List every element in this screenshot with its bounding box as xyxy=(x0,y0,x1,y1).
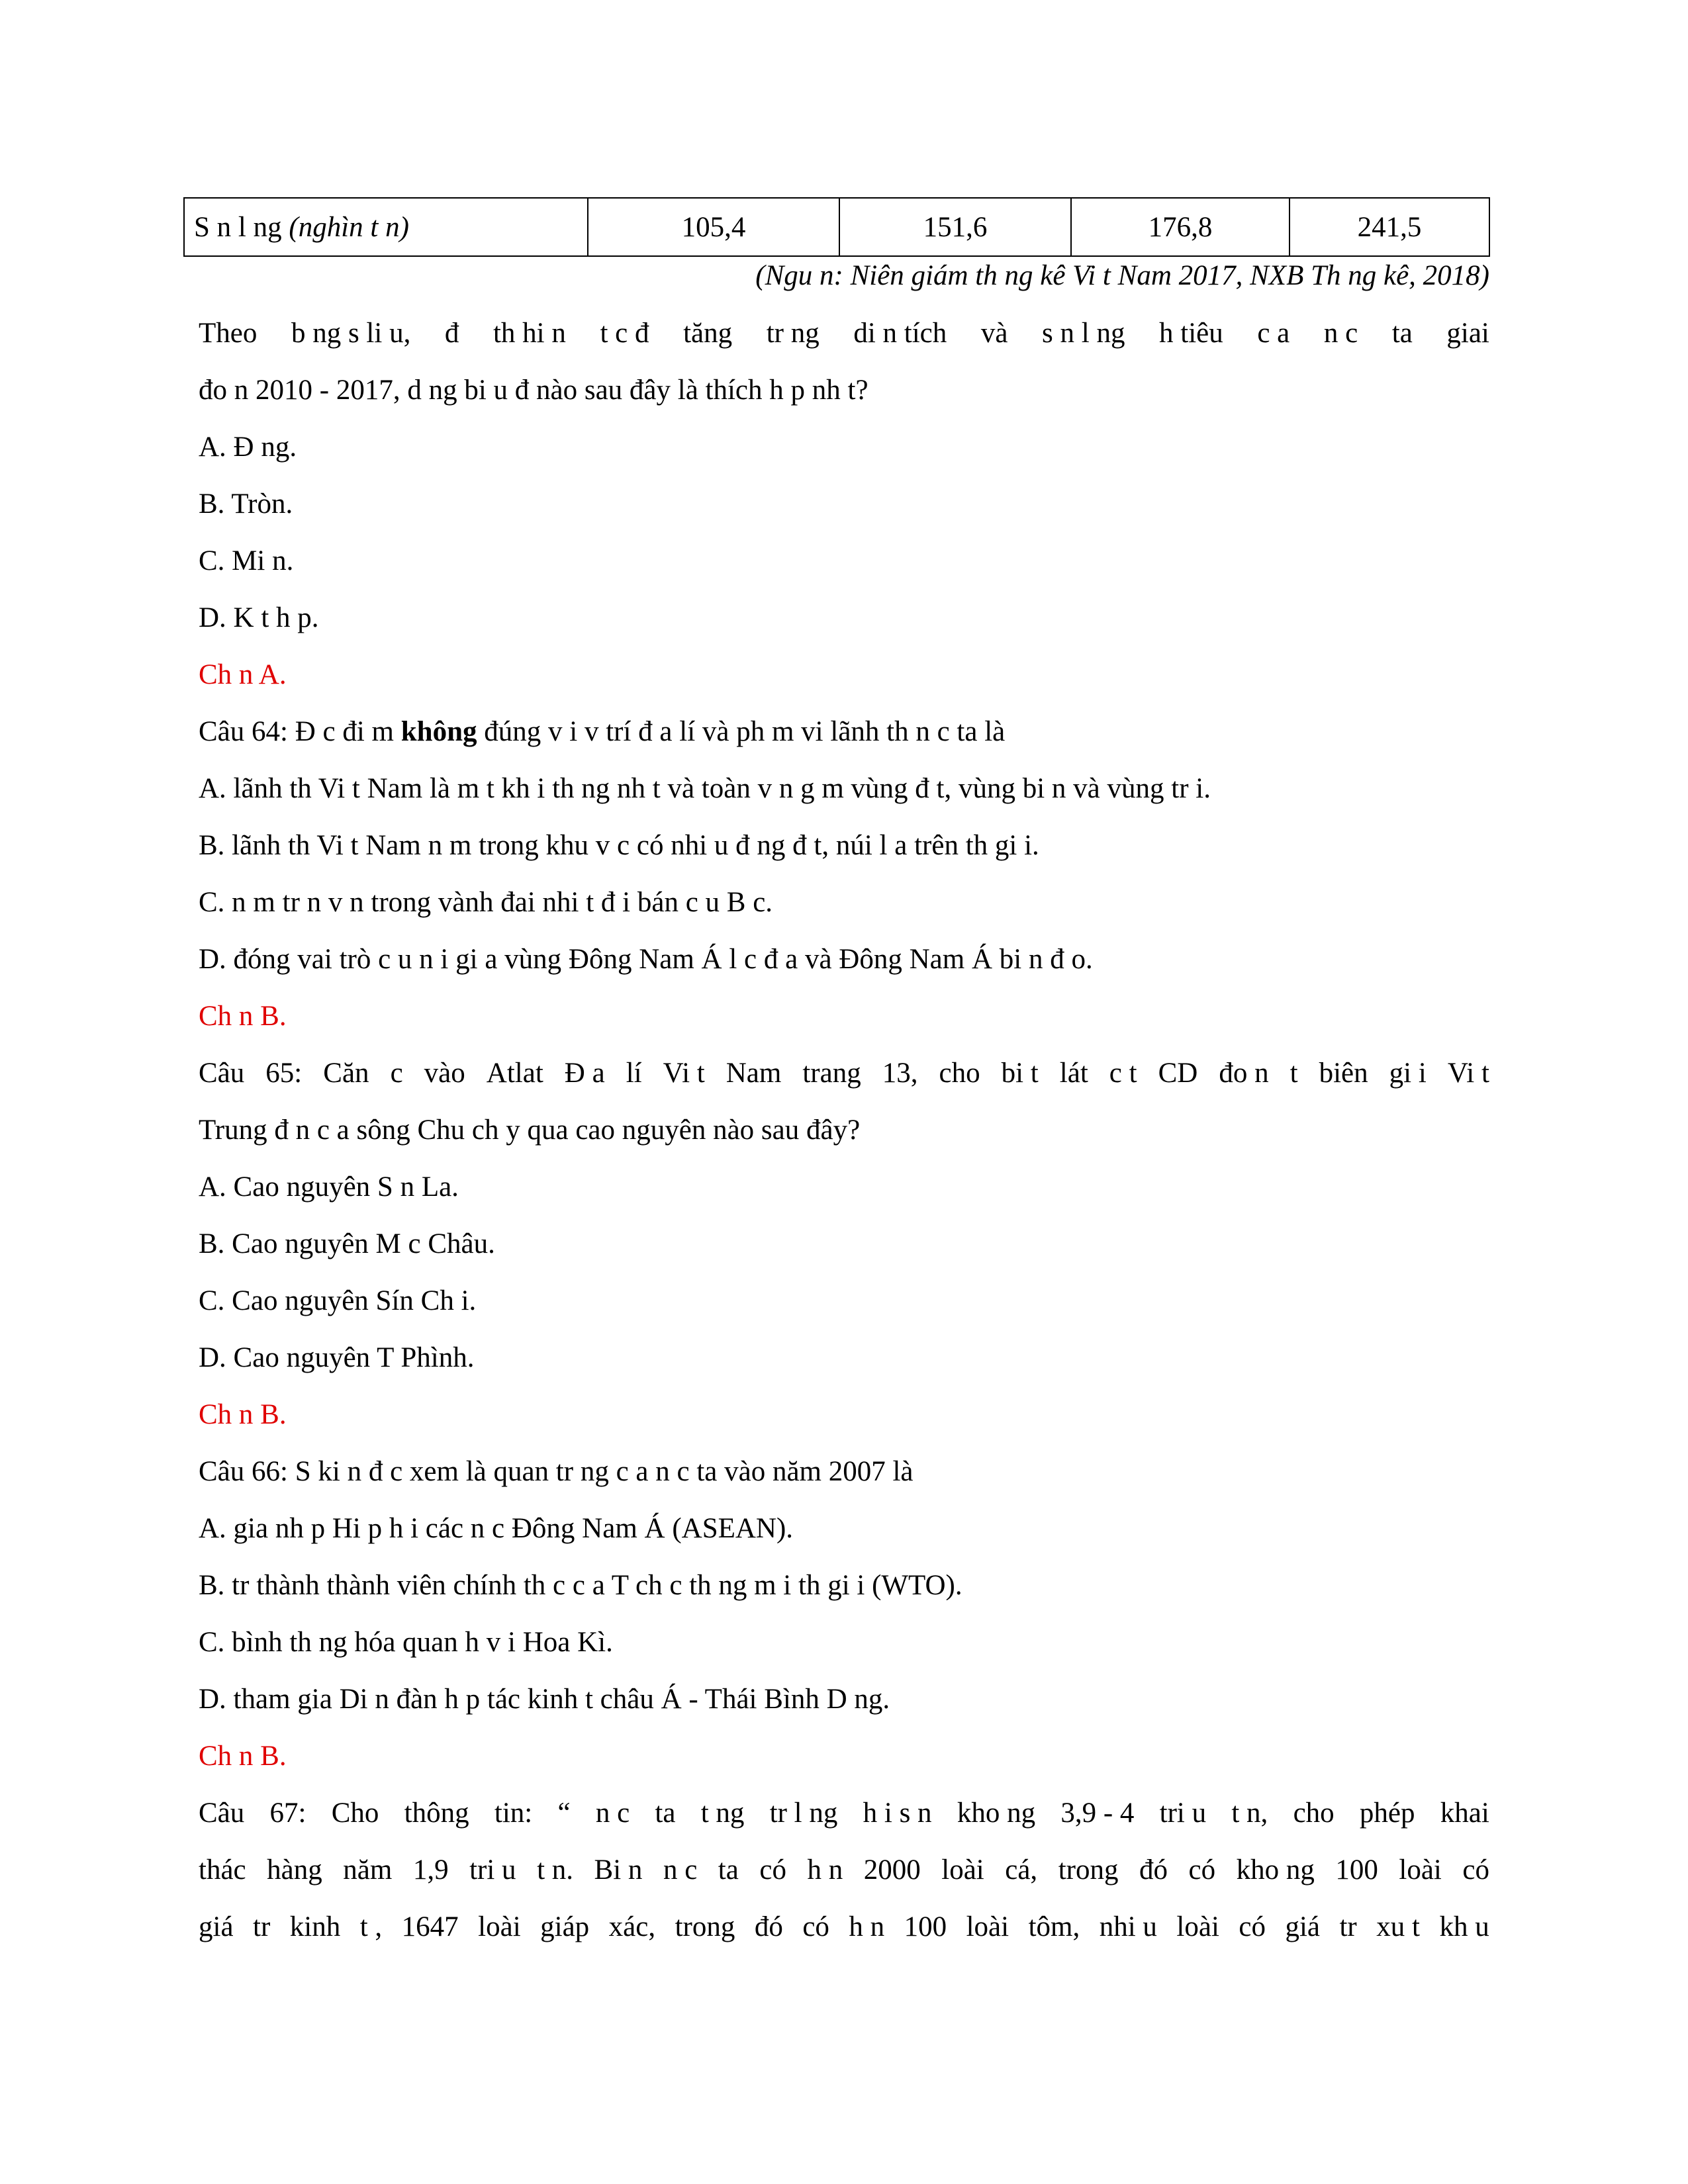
q67-line1 xyxy=(199,1799,1489,1827)
word: 3,9 - 4 xyxy=(1060,1797,1135,1829)
word: Bi n xyxy=(594,1854,643,1886)
value-cell: 241,5 xyxy=(1289,198,1489,256)
q64-stem-before: Câu 64: Đ c đi m xyxy=(199,716,401,747)
word: loài xyxy=(1399,1854,1442,1886)
word: có xyxy=(1188,1854,1216,1886)
word: cho xyxy=(939,1058,980,1089)
word: có xyxy=(759,1854,786,1886)
word: di n tích xyxy=(853,318,947,349)
word: 67: xyxy=(269,1797,306,1829)
word: 100 xyxy=(904,1911,947,1942)
word: giá xyxy=(1285,1911,1320,1942)
word: khai xyxy=(1440,1797,1489,1829)
word: đó xyxy=(754,1911,783,1942)
q63-stem-line2: đo n 2010 - 2017, d ng bi u đ nào sau đây là thích h p nh t? xyxy=(199,375,868,406)
word: nhi u xyxy=(1099,1911,1157,1942)
word: xác, xyxy=(608,1911,656,1942)
word: t c đ xyxy=(600,318,649,349)
word: thông xyxy=(404,1797,469,1829)
word: bi t xyxy=(1001,1058,1039,1089)
word: Vi t xyxy=(663,1058,705,1089)
word: giá xyxy=(199,1911,234,1942)
word: đó xyxy=(1139,1854,1168,1886)
word: 2000 xyxy=(863,1854,921,1886)
data-table xyxy=(183,197,1490,257)
word: kho ng xyxy=(1236,1854,1315,1886)
q65-option-c: C. Cao nguyên Sín Ch i. xyxy=(199,1285,477,1316)
word: h n xyxy=(807,1854,843,1886)
word: ta xyxy=(1391,318,1413,349)
word: cho xyxy=(1293,1797,1335,1829)
q63-option-b: B. Tròn. xyxy=(199,488,293,520)
q64-option-a: A. lãnh th Vi t Nam là m t kh i th ng nh t và toàn v n g m vùng đ t, vùng bi n và vùng tr i. xyxy=(199,773,1211,804)
word: t , xyxy=(359,1911,383,1942)
word: loài xyxy=(941,1854,984,1886)
word: Cho xyxy=(331,1797,379,1829)
word: kho ng xyxy=(957,1797,1036,1829)
word: cá, xyxy=(1005,1854,1038,1886)
q63-option-d: D. K t h p. xyxy=(199,602,319,633)
q65-stem-line1 xyxy=(199,1059,1489,1087)
q64-stem xyxy=(199,717,1005,746)
source-note: (Ngu n: Niên giám th ng kê Vi t Nam 2017, NXB Th ng kê, 2018) xyxy=(755,260,1489,291)
word: t xyxy=(1289,1058,1298,1089)
word: b ng s li u, xyxy=(291,318,411,349)
word: Đ a xyxy=(564,1058,605,1089)
q64-answer: Ch n B. xyxy=(199,1001,287,1032)
q63-stem-line1 xyxy=(199,319,1489,347)
q66-stem: Câu 66: S ki n đ c xem là quan tr ng c a n c ta vào năm 2007 là xyxy=(199,1456,914,1487)
q66-option-d: D. tham gia Di n đàn h p tác kinh t châu Á - Thái Bình D ng. xyxy=(199,1684,890,1715)
q65-option-a: A. Cao nguyên S n La. xyxy=(199,1171,459,1203)
word: t n, xyxy=(1231,1797,1268,1829)
word: có xyxy=(1239,1911,1266,1942)
q63-option-c: C. Mi n. xyxy=(199,545,294,576)
word: trong xyxy=(1058,1854,1119,1886)
value-cell: 105,4 xyxy=(588,198,839,256)
word: h i s n xyxy=(863,1797,932,1829)
word: đ xyxy=(444,318,459,349)
word: biên xyxy=(1319,1058,1368,1089)
word: có xyxy=(802,1911,829,1942)
word: c t xyxy=(1109,1058,1137,1089)
q66-option-a: A. gia nh p Hi p h i các n c Đông Nam Á (ASEAN). xyxy=(199,1513,794,1544)
word: hàng xyxy=(267,1854,322,1886)
q65-option-d: D. Cao nguyên T Phình. xyxy=(199,1342,475,1373)
q67-line2 xyxy=(199,1856,1489,1884)
word: s n l ng xyxy=(1042,318,1125,349)
word: giáp xyxy=(540,1911,590,1942)
word: ta xyxy=(718,1854,739,1886)
word: năm xyxy=(343,1854,393,1886)
word: tri u xyxy=(469,1854,516,1886)
q63-option-a: A. Đ ng. xyxy=(199,432,297,463)
word: 100 xyxy=(1335,1854,1378,1886)
word: giai xyxy=(1446,318,1489,349)
word: tôm, xyxy=(1028,1911,1080,1942)
word: “ xyxy=(557,1797,571,1829)
word: Căn xyxy=(323,1058,369,1089)
row-unit: (nghìn t n) xyxy=(289,211,409,243)
q66-option-b: B. tr thành thành viên chính th c c a T ch c th ng m i th gi i (WTO). xyxy=(199,1570,962,1601)
word: t n. xyxy=(537,1854,574,1886)
word: h n xyxy=(849,1911,885,1942)
word: lí xyxy=(626,1058,642,1089)
word: c xyxy=(390,1058,403,1089)
word: n c xyxy=(663,1854,698,1886)
word: 13, xyxy=(882,1058,918,1089)
word: n c xyxy=(1323,318,1358,349)
word: có xyxy=(1462,1854,1489,1886)
word: trang xyxy=(802,1058,861,1089)
word: và xyxy=(980,318,1008,349)
word: tăng xyxy=(683,318,733,349)
word: kinh xyxy=(289,1911,341,1942)
word: Nam xyxy=(726,1058,782,1089)
word: n c xyxy=(595,1797,630,1829)
word: tr xyxy=(1339,1911,1357,1942)
word: đo n xyxy=(1219,1058,1269,1089)
word: 1,9 xyxy=(412,1854,449,1886)
q66-answer: Ch n B. xyxy=(199,1741,287,1772)
q64-option-c: C. n m tr n v n trong vành đai nhi t đ i bán c u B c. xyxy=(199,887,773,918)
word: Theo xyxy=(199,318,258,349)
row-label-cell xyxy=(184,198,588,256)
word: t ng xyxy=(700,1797,745,1829)
q66-option-c: C. bình th ng hóa quan h v i Hoa Kì. xyxy=(199,1627,613,1658)
q64-stem-bold: không xyxy=(400,716,477,747)
word: loài xyxy=(478,1911,521,1942)
q67-line3 xyxy=(199,1913,1489,1941)
table-row xyxy=(184,198,1489,256)
value-cell: 151,6 xyxy=(839,198,1071,256)
word: CD xyxy=(1158,1058,1198,1089)
word: h tiêu xyxy=(1159,318,1223,349)
q64-option-b: B. lãnh th Vi t Nam n m trong khu v c có nhi u đ ng đ t, núi l a trên th gi i. xyxy=(199,830,1039,861)
word: th hi n xyxy=(492,318,566,349)
word: xu t xyxy=(1376,1911,1420,1942)
word: phép xyxy=(1359,1797,1415,1829)
word: tr l ng xyxy=(769,1797,838,1829)
q63-answer: Ch n A. xyxy=(199,659,287,690)
word: vào xyxy=(424,1058,465,1089)
word: ta xyxy=(655,1797,676,1829)
q64-stem-after: đúng v i v trí đ a lí và ph m vi lãnh th n c ta là xyxy=(477,716,1006,747)
word: Vi t xyxy=(1447,1058,1489,1089)
word: Câu xyxy=(199,1058,245,1089)
word: Atlat xyxy=(486,1058,543,1089)
word: Câu xyxy=(199,1797,245,1829)
word: tri u xyxy=(1159,1797,1207,1829)
word: gi i xyxy=(1389,1058,1427,1089)
word: tin: xyxy=(494,1797,533,1829)
q65-stem-line2: Trung đ n c a sông Chu ch y qua cao nguyên nào sau đây? xyxy=(199,1115,861,1146)
word: thác xyxy=(199,1854,246,1886)
word: loài xyxy=(966,1911,1009,1942)
word: c a xyxy=(1257,318,1290,349)
word: trong xyxy=(675,1911,735,1942)
row-label: S n l ng xyxy=(194,211,282,243)
q65-option-b: B. Cao nguyên M c Châu. xyxy=(199,1228,495,1259)
q64-option-d: D. đóng vai trò c u n i gi a vùng Đông Nam Á l c đ a và Đông Nam Á bi n đ o. xyxy=(199,944,1093,975)
word: 65: xyxy=(265,1058,303,1089)
q65-answer: Ch n B. xyxy=(199,1399,287,1430)
word: tr ng xyxy=(766,318,820,349)
value-cell: 176,8 xyxy=(1071,198,1289,256)
word: tr xyxy=(253,1911,271,1942)
word: lát xyxy=(1059,1058,1088,1089)
word: loài xyxy=(1176,1911,1219,1942)
word: kh u xyxy=(1439,1911,1489,1942)
word: 1647 xyxy=(401,1911,459,1942)
